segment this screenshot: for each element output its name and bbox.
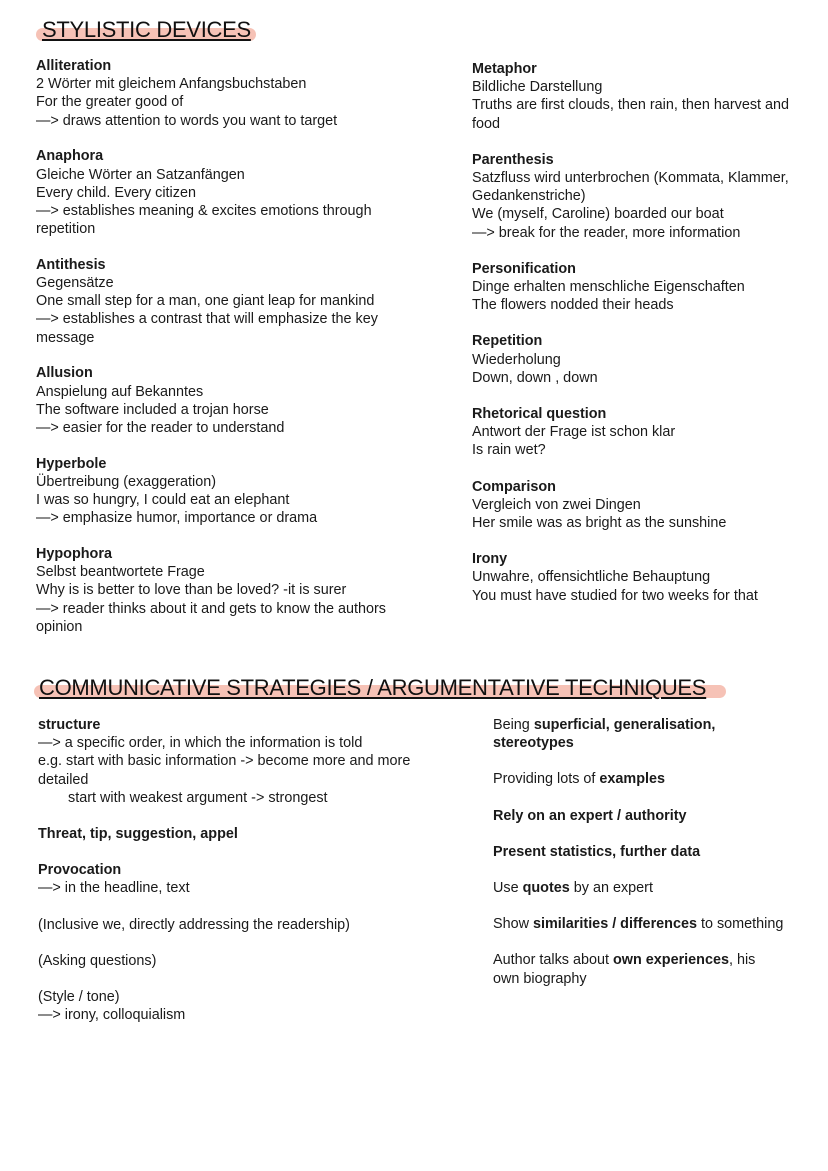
device-term: Comparison [472,478,556,495]
device-line: —> emphasize humor, importance or drama [36,510,318,527]
device-line: Übertreibung (exaggeration) [36,473,216,490]
device-line: The flowers nodded their heads [472,297,674,314]
device-line: The software included a trojan horse [36,401,269,418]
device-line: Gedankenstriche) [472,188,586,205]
strategy-keyword: similarities / differences [533,916,697,933]
device-line: Selbst beantwortete Frage [36,564,205,581]
device-line: Dinge erhalten menschliche Eigenschaften [472,279,745,296]
device-line: Every child. Every citizen [36,184,196,201]
strategy-text: to something [696,916,784,933]
strategy-entry [493,951,823,987]
device-entry [472,478,822,533]
strategy-line [493,770,823,788]
device-term: Hypophora [36,545,112,562]
strategy-entry [38,825,458,843]
device-entry [36,455,436,528]
device-term: Metaphor [472,61,537,77]
strategy-keyword: Present statistics, further data [493,843,701,860]
strategy-term: structure [38,717,101,733]
device-entry [472,151,822,242]
strategy-keyword: own experiences [613,952,729,969]
device-line: Satzfluss wird unterbrochen (Kommata, Klammer, [472,170,789,187]
device-line: Gegensätze [36,275,114,292]
stylistic-devices-left-column [36,57,436,653]
stylistic-devices-right-column [472,60,822,623]
strategy-entry [38,916,458,934]
device-line: Unwahre, offensichtliche Behauptung [472,569,711,586]
strategy-text: , his [728,952,756,969]
device-term: Repetition [472,333,543,350]
strategy-text: Being [493,717,534,733]
device-term: Allusion [36,365,93,382]
device-line: You must have studied for two weeks for that [472,587,758,604]
device-term: Rhetorical question [472,406,607,423]
device-term: Irony [472,551,508,568]
device-entry [472,260,822,315]
device-line: Her smile was as bright as the sunshine [472,515,727,532]
device-entry [36,364,436,437]
device-term: Personification [472,260,576,277]
device-line: We (myself, Caroline) boarded our boat [472,206,724,223]
device-line: For the greater good of [36,94,184,111]
device-line: Gleiche Wörter an Satzanfängen [36,166,245,183]
device-line: Truths are first clouds, then rain, then harvest and [472,97,790,114]
device-line: One small step for a man, one giant leap for mankind [36,293,375,310]
device-line: —> reader thinks about it and gets to know the authors [36,600,386,617]
device-line: repetition [36,221,96,238]
strategy-line: (Style / tone) [38,989,120,1006]
device-entry [472,405,822,460]
strategy-line: —> in the headline, text [38,880,190,897]
strategy-entry [38,716,458,807]
device-entry [36,57,436,130]
strategy-keyword: Rely on an expert / authority [493,807,687,824]
strategies-right-column [493,716,823,1006]
device-entry [36,147,436,238]
device-line: —> easier for the reader to understand [36,419,285,436]
device-entry [472,550,822,605]
device-line: Down, down , down [472,369,598,386]
device-line: opinion [36,618,83,635]
strategy-line: —> a specific order, in which the information is told [38,735,363,752]
strategies-left-column [38,716,458,1042]
strategy-entry [38,952,458,970]
device-line: Vergleich von zwei Dingen [472,496,641,513]
device-line: Why is is better to love than be loved? -it is surer [36,582,347,599]
strategy-text: Use [493,880,523,897]
strategy-text: Author talks about [493,952,613,969]
strategy-keyword: examples [599,771,665,788]
strategy-line: (Inclusive we, directly addressing the readership) [38,916,350,933]
strategy-entry [493,770,823,788]
device-line: Bildliche Darstellung [472,79,603,96]
device-entry [36,256,436,347]
strategy-keyword: quotes [522,880,570,897]
device-line: food [472,115,501,132]
strategy-text: by an expert [569,880,653,897]
strategy-entry [493,915,823,933]
device-entry [472,60,822,133]
device-line: Anspielung auf Bekanntes [36,383,204,400]
strategy-line: (Asking questions) [38,952,157,969]
device-line: —> establishes meaning & excites emotions through [36,202,372,219]
device-term: Anaphora [36,148,104,165]
device-line: Antwort der Frage ist schon klar [472,424,676,441]
strategy-line [493,915,823,933]
section-title-communicative-strategies: COMMUNICATIVE STRATEGIES / ARGUMENTATIVE TECHNIQUES [39,675,707,700]
strategy-entry [493,807,823,825]
strategy-text: Providing lots of [493,771,600,788]
device-term: Antithesis [36,256,106,273]
device-entry [472,332,822,387]
strategy-line: detailed [38,771,89,788]
device-line: Wiederholung [472,351,561,368]
device-line: message [36,329,95,346]
section-title-stylistic-devices: STYLISTIC DEVICES [42,17,251,42]
strategy-entry [38,861,458,897]
strategy-entry [493,879,823,897]
strategy-entry [493,843,823,861]
strategy-entry [38,988,458,1024]
strategy-term: Threat, tip, suggestion, appel [38,826,238,843]
device-term: Alliteration [36,58,112,74]
strategy-line: start with weakest argument -> strongest [68,789,328,806]
device-term: Parenthesis [472,151,554,168]
strategy-keyword: stereotypes [493,735,574,752]
strategy-line [493,951,823,969]
strategy-line: own biography [493,970,587,987]
strategy-keyword: superficial, generalisation, [533,717,716,733]
strategy-line: e.g. start with basic information -> become more and more [38,753,411,770]
strategy-line [493,879,823,897]
device-line: —> break for the reader, more information [472,224,741,241]
device-line: I was so hungry, I could eat an elephant [36,492,290,509]
strategy-term: Provocation [38,862,122,879]
device-term: Hyperbole [36,455,107,472]
device-line: —> draws attention to words you want to target [36,112,338,129]
device-line: Is rain wet? [472,442,546,459]
device-line: 2 Wörter mit gleichem Anfangsbuchstaben [36,76,307,93]
strategy-line [493,716,823,734]
device-line: —> establishes a contrast that will emphasize the key [36,311,378,328]
strategy-line: —> irony, colloquialism [38,1007,186,1024]
strategy-text: Show [493,916,533,933]
device-entry [36,545,436,636]
strategy-entry [493,716,823,752]
